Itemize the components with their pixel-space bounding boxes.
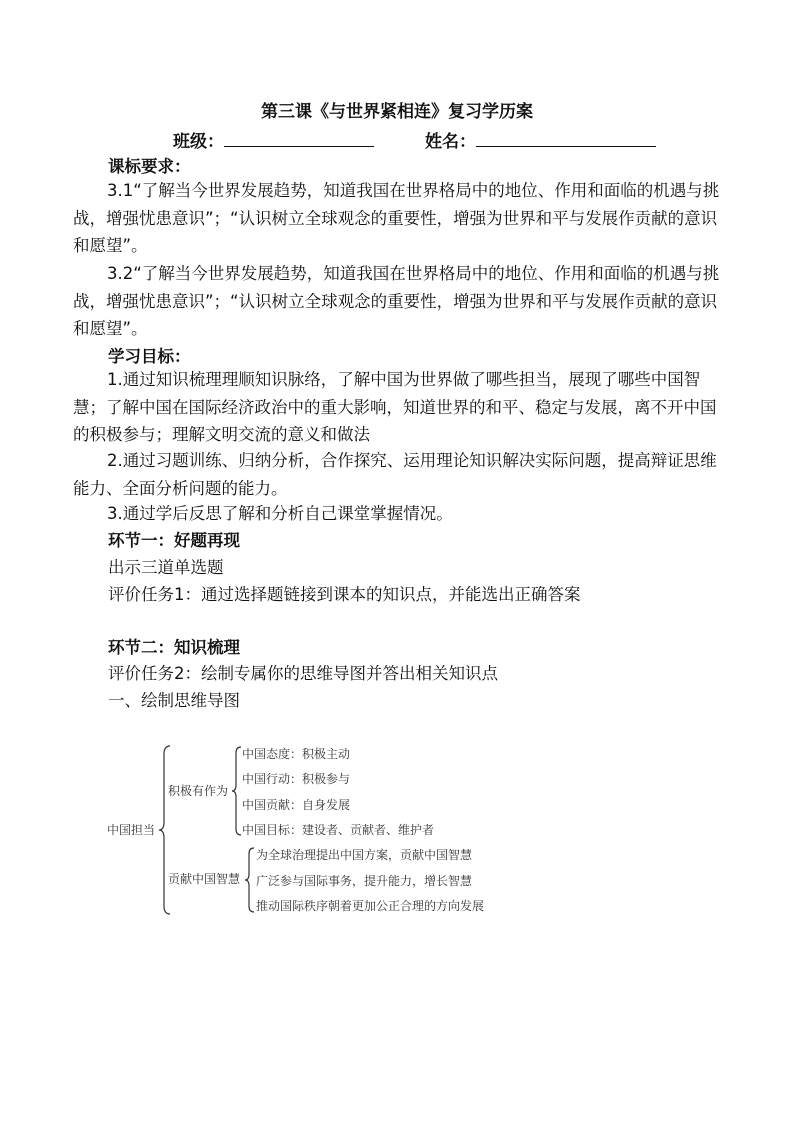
class-label: 班级：: [173, 132, 224, 152]
page-title: 第三课《与世界紧相连》复习学历案: [261, 102, 533, 122]
branch1-label: 积极有作为: [168, 784, 229, 798]
branch1-leaf-3: 中国贡献：自身发展: [242, 798, 351, 812]
mindmap-root: 中国担当: [107, 823, 156, 837]
section2-heading: 环节二：知识梳理: [108, 638, 240, 657]
goal-item-3: 3.通过学后反思了解和分析自己课堂掌握情况。: [107, 504, 453, 523]
section1-heading: 环节一：好题再现: [108, 531, 240, 550]
branch2-leaf-2: 广泛参与国际事务，提升能力，增长智慧: [256, 874, 473, 888]
branch1-leaf-4: 中国目标：建设者、贡献者、维护者: [242, 823, 435, 837]
goal-item-1: 1.通过知识梳理理顺知识脉络，了解中国为世界做了哪些担当，展现了哪些中国智慧；了解中国在国际经济政治中的重大影响，知道世界的和平、稳定与发展，离不开中国的积极参与；理解文明交流的意义和做法: [73, 370, 717, 444]
goals-heading: 学习目标：: [108, 347, 191, 366]
branch1-leaf-1: 中国态度：积极主动: [242, 747, 351, 761]
goal-item-2: 2.通过习题训练、归纳分析，合作探究、运用理论知识解决实际问题，提高辩证思维能力、全面分析问题的能力。: [73, 451, 717, 498]
branch2-leaf-3: 推动国际秩序朝着更加公正合理的方向发展: [256, 899, 485, 913]
branch2-leaf-1: 为全球治理提出中国方案，贡献中国智慧: [256, 848, 473, 862]
curriculum-heading: 课标要求：: [108, 157, 191, 176]
curriculum-item-1: 3.1“了解当今世界发展趋势，知道我国在世界格局中的地位、作用和面临的机遇与挑战，增强忧患意识”；“认识树立全球观念的重要性，增强为世界和平与发展作贡献的意识和愿望”。: [73, 181, 720, 255]
name-blank[interactable]: [476, 131, 656, 147]
branch2-label: 贡献中国智慧: [168, 872, 241, 886]
branch1-leaf-2: 中国行动：积极参与: [242, 772, 351, 786]
section2-line1: 评价任务2：绘制专属你的思维导图并答出相关知识点: [108, 664, 498, 683]
name-field: [425, 127, 656, 152]
curriculum-item-2: 3.2“了解当今世界发展趋势，知道我国在世界格局中的地位、作用和面临的机遇与挑战，增强忧患意识”；“认识树立全球观念的重要性，增强为世界和平与发展作贡献的意识和愿望”。: [73, 264, 720, 338]
class-field: [173, 127, 374, 152]
section1-line2: 评价任务1：通过选择题链接到课本的知识点，并能选出正确答案: [108, 585, 581, 604]
section1-line1: 出示三道单选题: [108, 558, 224, 577]
branch2-brace: [244, 846, 256, 914]
root-brace: [158, 744, 172, 916]
name-label: 姓名：: [425, 132, 476, 152]
class-blank[interactable]: [224, 131, 374, 147]
section2-line2: 一、绘制思维导图: [108, 691, 240, 710]
